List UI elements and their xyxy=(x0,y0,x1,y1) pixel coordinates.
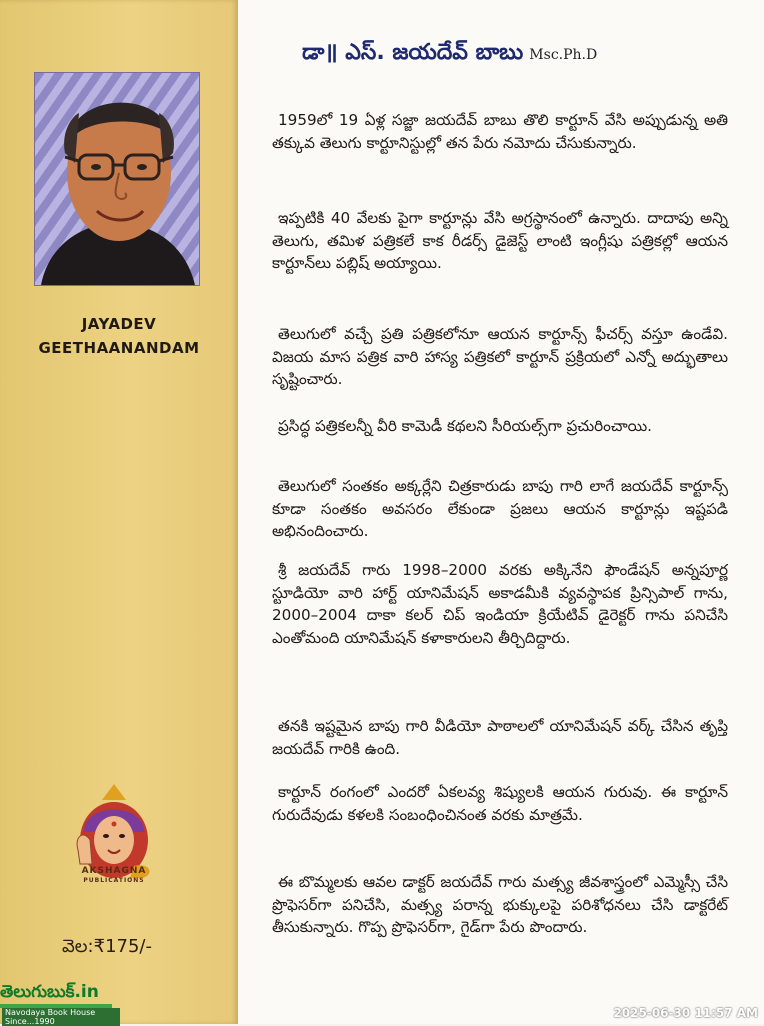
paragraph-4: ప్రసిద్ధ పత్రికలన్నీ వీరి కామెడీ కథలని సీరియల్స్‌గా ప్రచురించాయి. xyxy=(278,417,652,436)
author-photo xyxy=(34,72,200,286)
watermark-tagline: Navodaya Book House Since...1990 xyxy=(2,1008,120,1026)
paragraph-9: ఈ బొమ్మలకు ఆవల డాక్టర్ జయదేవ్ గారు మత్స్య జీవశాస్త్రంలో ఎమ్మెస్సీ చేసి ప్రొఫెసర్‌గా పనిచేసి, మత్స్య పరాన్న భుక్కులపై పరిశోధనలు చేసి డాక్టరేట్ తీసుకున్నారు. గొప్ప ప్రొఫెసర్‌గా, గైడ్‌గా పేరు పొందారు. xyxy=(272,873,728,937)
paragraph-3: తెలుగులో వచ్చే ప్రతి పత్రికలోనూ ఆయన కార్టూన్స్ ఫీచర్స్ వస్తూ ఉండేవి. విజయ మాస పత్రిక వారి హాస్య పత్రికలో కార్టూన్ ప్రక్రియలో ఎన్నో అద్భుతాలు సృష్టించారు. xyxy=(272,325,728,389)
site-watermark xyxy=(0,982,120,1026)
price-label: వెల:₹175/- xyxy=(62,936,152,957)
watermark-site: తెలుగుబుక్.in xyxy=(0,982,99,1002)
paragraph-6: శ్రీ జయదేవ్ గారు 1998–2000 వరకు అక్కినేని ఫౌండేషన్ అన్నపూర్ణ స్టూడియో వారి హార్ట్ యానిమేషన్ అకాడమీకి వ్యవస్థాపక ప్రిన్సిపాల్ గాను, 2000–2004 దాకా కలర్ చిప్ ఇండియా క్రియేటివ్ డైరెక్టర్ గాను పనిచేసి ఎంతోమంది యానిమేషన్ కళాకారులని తీర్చిదిద్దారు. xyxy=(272,561,728,647)
author-name-line2: GEETHAANANDAM xyxy=(38,339,200,357)
paragraph-5: తెలుగులో సంతకం అక్కర్లేని చిత్రకారుడు బాపు గారి లాగే జయదేవ్ కార్టూన్స్ కూడా సంతకం అవసరం లేకుండా ప్రజలు ఆయన కార్టూన్లు ఇష్టపడి అభినందించారు. xyxy=(272,477,728,541)
photo-timestamp: 2025-06-30 11:57 AM xyxy=(613,1006,758,1020)
title-degree: Msc.Ph.D xyxy=(529,47,598,63)
paragraph-1: 1959లో 19 ఏళ్ల సజ్జా జయదేవ్ బాబు తొలి కార్టూన్ వేసి అప్పుడున్న అతి తక్కువ తెలుగు కార్టూనిస్టుల్లో తన పేరు నమోదు చేసుకున్నారు. xyxy=(272,111,728,152)
page-title xyxy=(302,40,597,70)
author-name-line1: JAYADEV xyxy=(81,315,157,333)
title-name: డా॥ ఎస్. జయదేవ్ బాబు xyxy=(302,40,524,65)
paragraph-7: తనకి ఇష్టమైన బాపు గారి వీడియో పాఠాలలో యానిమేషన్ వర్క్ చేసిన తృప్తి జయదేవ్ గారికి ఉంది. xyxy=(272,717,728,758)
paragraph-2: ఇప్పటికి 40 వేలకు పైగా కార్టూన్లు వేసి అగ్రస్థానంలో ఉన్నారు. దాదాపు అన్ని తెలుగు, తమిళ పత్రికలే కాక రీడర్స్ డైజెస్ట్ లాంటి ఇంగ్లీషు పత్రికల్లో ఆయన కార్టూన్‌లు పబ్లిష్ అయ్యాయి. xyxy=(272,209,728,273)
publisher-name: AKSHAGNA xyxy=(81,866,147,876)
paragraph-8: కార్టూన్ రంగంలో ఎందరో ఏకలవ్య శిష్యులకి ఆయన గురువు. ఈ కార్టూన్ గురుదేవుడు కళలకి సంబంధించినంత వరకు మాత్రమే. xyxy=(272,783,728,824)
back-cover-spine xyxy=(0,0,238,1024)
publisher-subtext: PUBLICATIONS xyxy=(83,877,145,884)
